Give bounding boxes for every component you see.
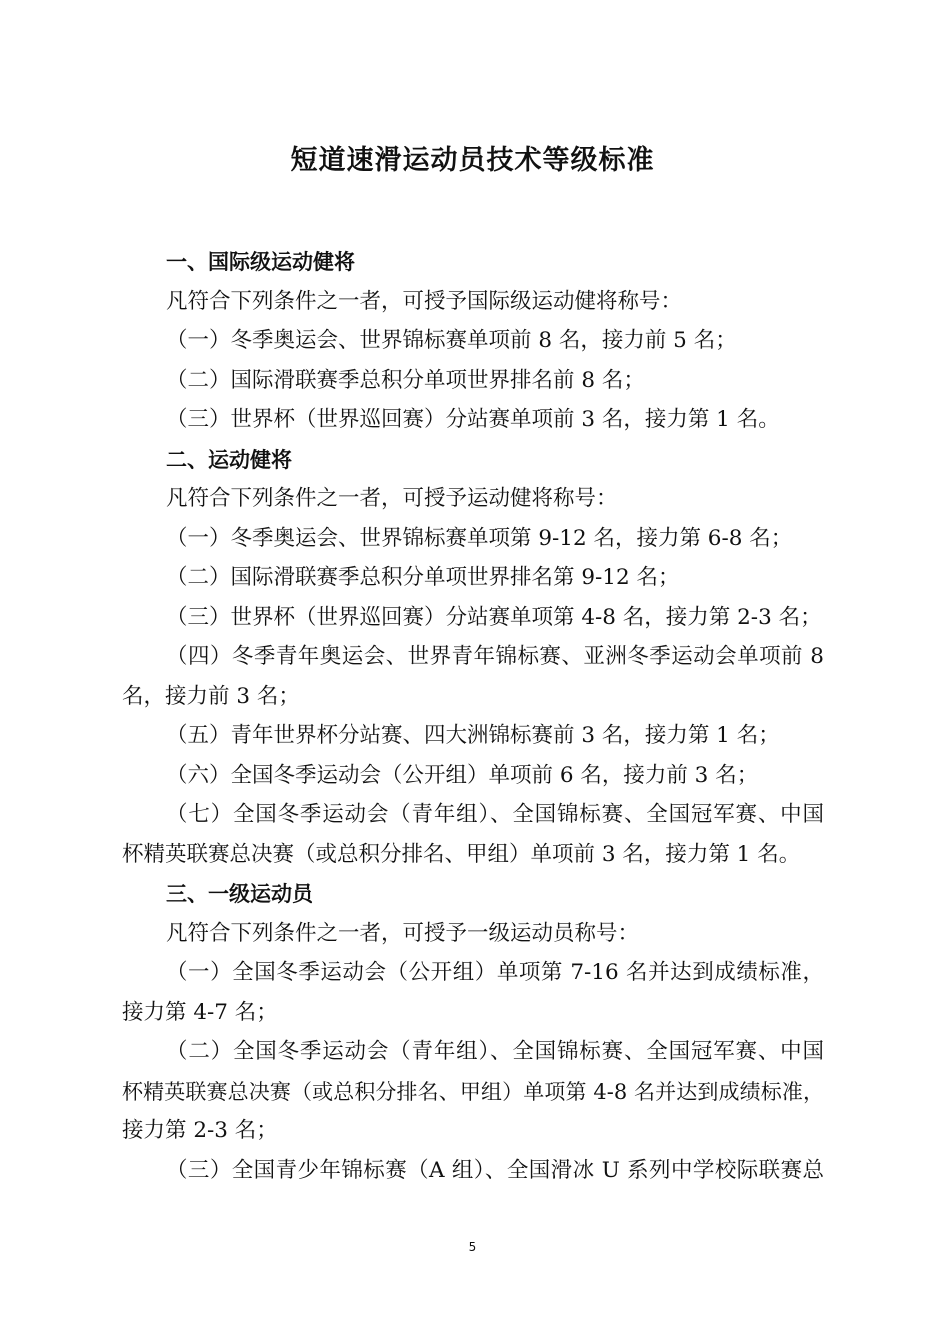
- list-item-continuation: 名，接力前 3 名；: [122, 684, 300, 709]
- list-item-continuation: 接力第 4-7 名；: [122, 1000, 278, 1025]
- list-item: （五）青年世界杯分站赛、四大洲锦标赛前 3 名，接力第 1 名；: [166, 723, 780, 748]
- list-item: （一）全国冬季运动会（公开组）单项第 7-16 名并达到成绩标准，: [166, 960, 824, 985]
- list-item: （三）世界杯（世界巡回赛）分站赛单项第 4-8 名，接力第 2-3 名；: [166, 605, 822, 630]
- section-intro: 凡符合下列条件之一者，可授予一级运动员称号：: [166, 921, 640, 946]
- list-item: （二）国际滑联赛季总积分单项世界排名前 8 名；: [166, 368, 645, 393]
- page-title: 短道速滑运动员技术等级标准: [290, 145, 655, 176]
- list-item: （一）冬季奥运会、世界锦标赛单项第 9-12 名，接力第 6-8 名；: [166, 526, 793, 551]
- section-heading: 三、一级运动员: [166, 882, 313, 906]
- list-item: （一）冬季奥运会、世界锦标赛单项前 8 名，接力前 5 名；: [166, 328, 737, 353]
- section-intro: 凡符合下列条件之一者，可授予国际级运动健将称号：: [166, 289, 683, 314]
- list-item: （六）全国冬季运动会（公开组）单项前 6 名，接力前 3 名；: [166, 763, 759, 788]
- section-intro: 凡符合下列条件之一者，可授予运动健将称号：: [166, 486, 618, 511]
- list-item-continuation: 接力第 2-3 名；: [122, 1118, 278, 1143]
- list-item: （三）世界杯（世界巡回赛）分站赛单项前 3 名，接力第 1 名。: [166, 407, 780, 432]
- page-number: 5: [468, 1240, 477, 1254]
- section-heading: 二、运动健将: [166, 448, 292, 472]
- list-item-continuation: 杯精英联赛总决赛（或总积分排名、甲组）单项第 4-8 名并达到成绩标准，: [122, 1080, 824, 1104]
- list-item: （二）国际滑联赛季总积分单项世界排名第 9-12 名；: [166, 565, 680, 590]
- list-item-continuation: 杯精英联赛总决赛（或总积分排名、甲组）单项前 3 名，接力第 1 名。: [122, 842, 801, 867]
- list-item: （四）冬季青年奥运会、世界青年锦标赛、亚洲冬季运动会单项前 8: [166, 644, 824, 669]
- list-item: （三）全国青少年锦标赛（A 组）、全国滑冰 U 系列中学校际联赛总: [166, 1158, 824, 1183]
- list-item: （二）全国冬季运动会（青年组）、全国锦标赛、全国冠军赛、中国: [166, 1039, 824, 1064]
- section-heading: 一、国际级运动健将: [166, 250, 355, 274]
- list-item: （七）全国冬季运动会（青年组）、全国锦标赛、全国冠军赛、中国: [166, 802, 824, 827]
